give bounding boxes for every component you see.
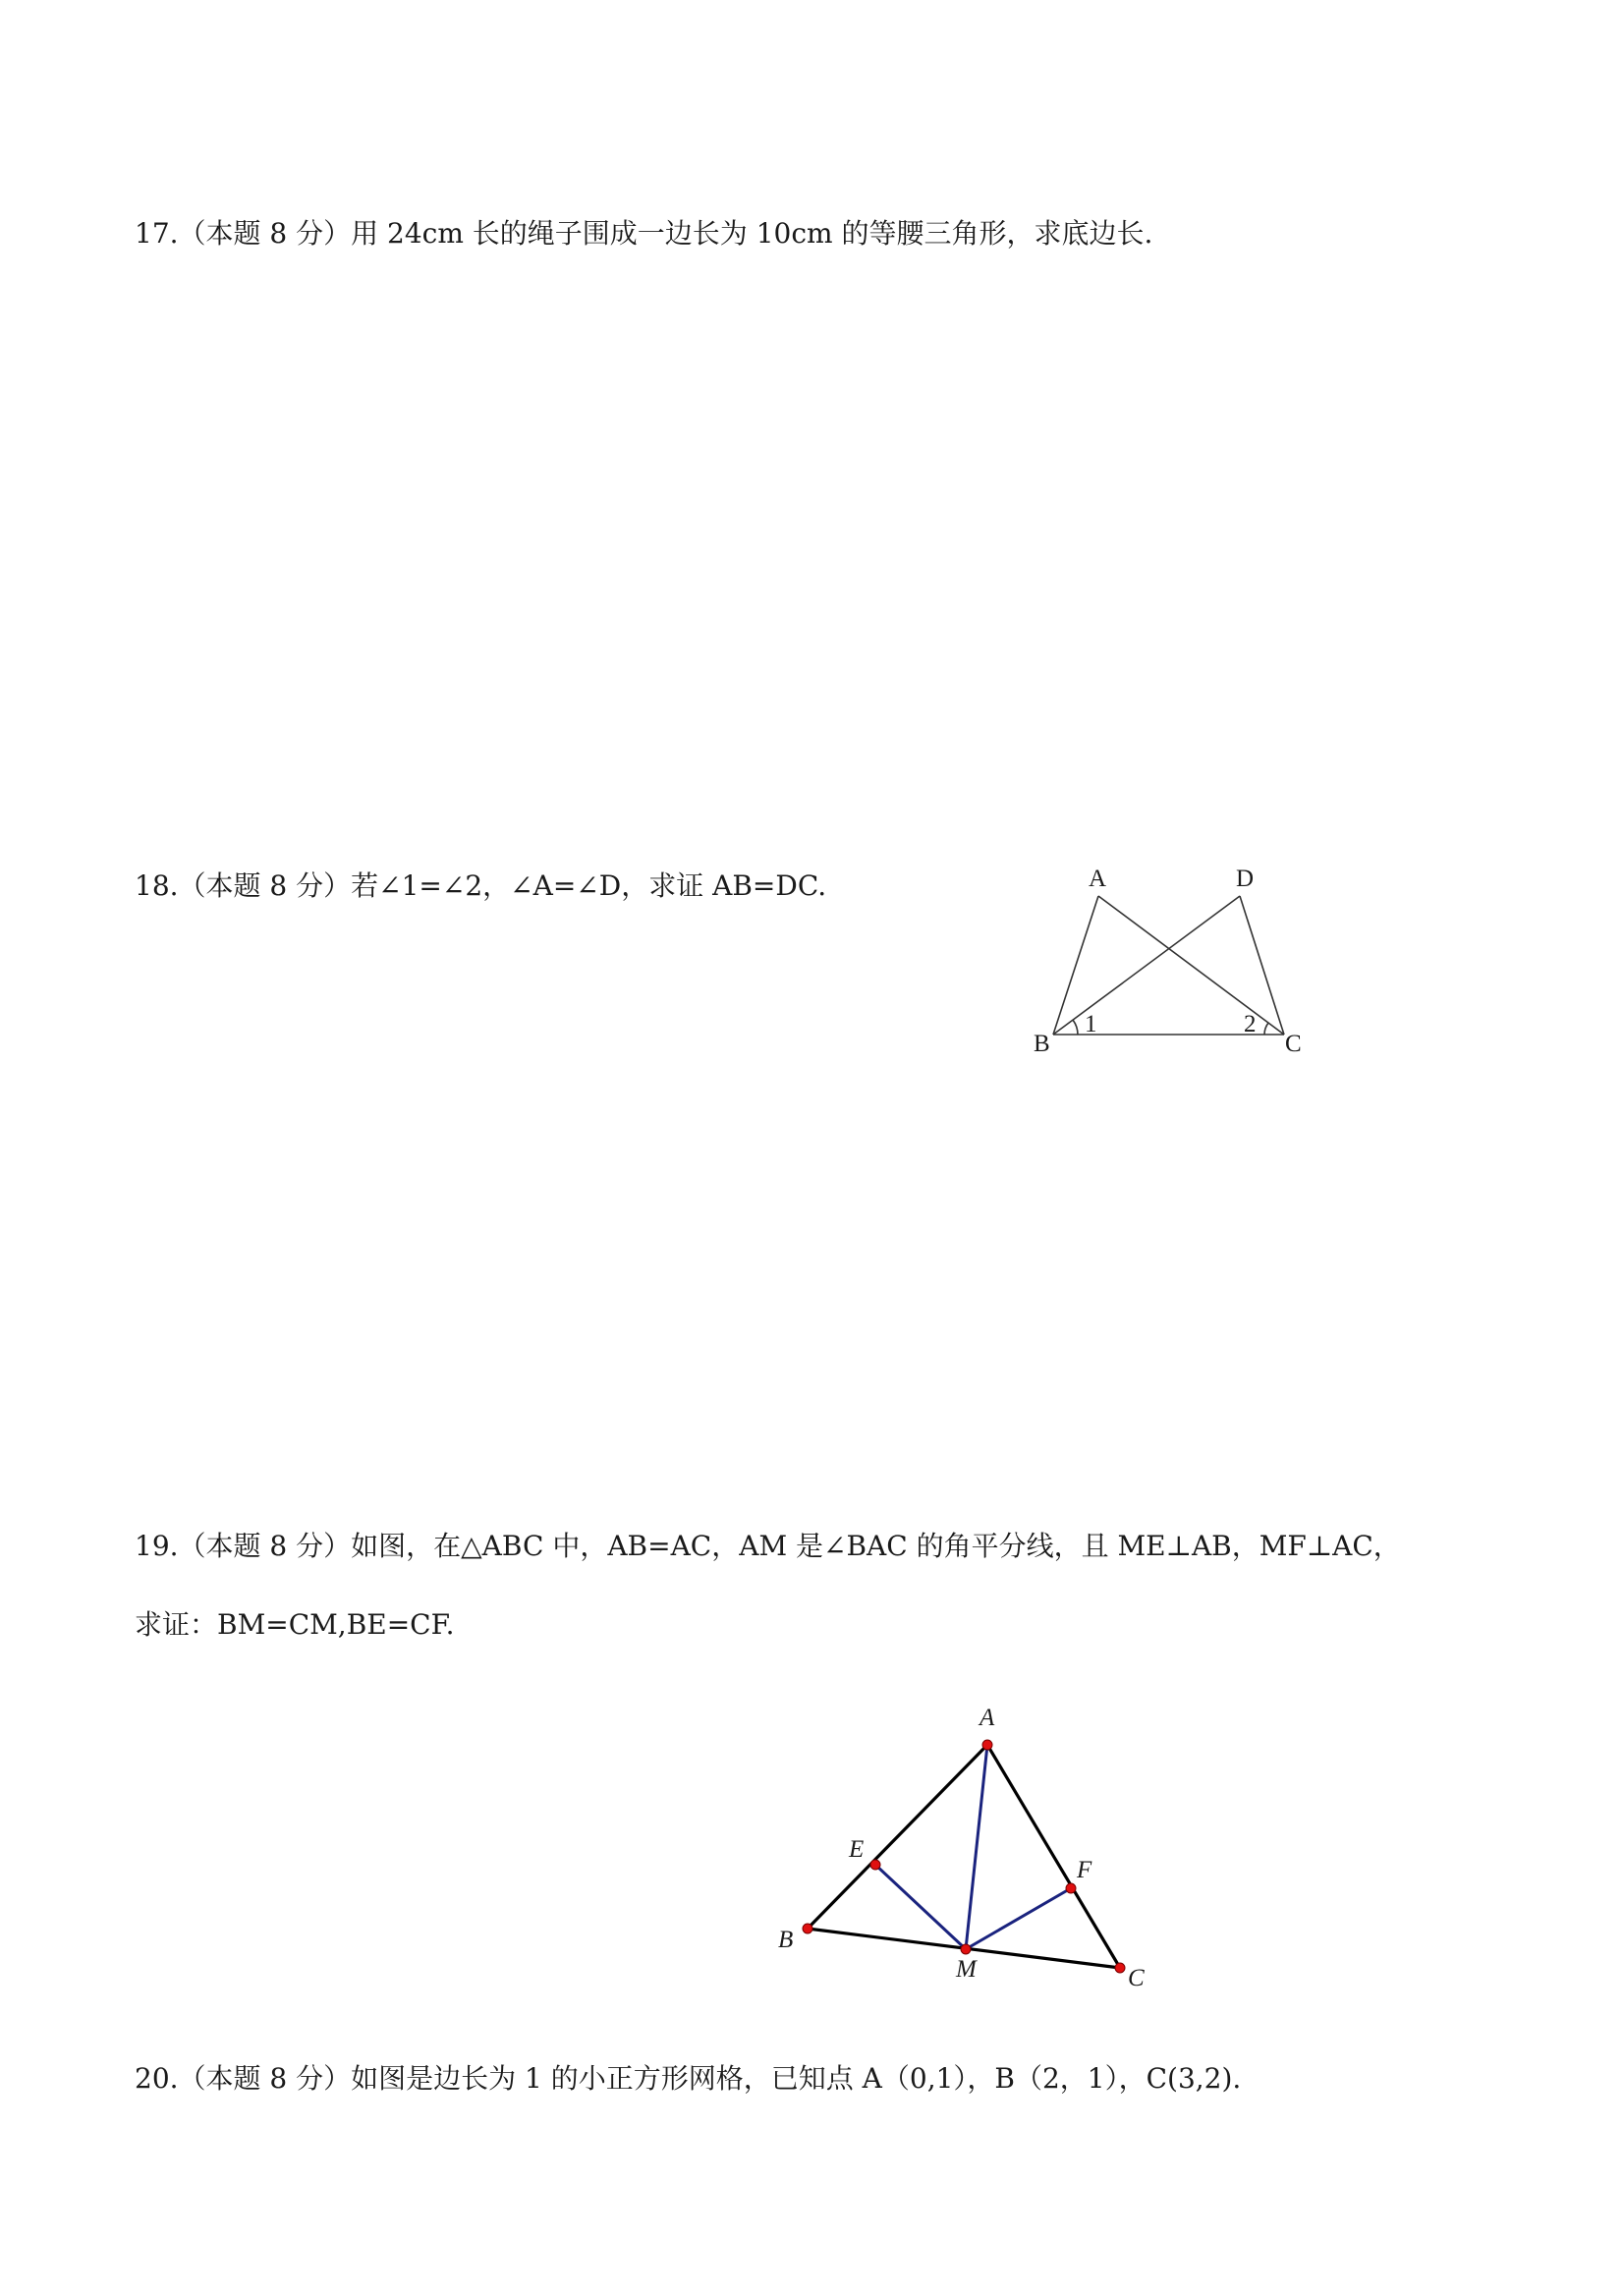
figure-18-diagram xyxy=(1022,855,1316,1061)
label-d: D xyxy=(1236,866,1255,892)
question-17: 17.（本题 8 分）用 24cm 长的绳子围成一边长为 10cm 的等腰三角形，求底边长. xyxy=(135,217,1153,250)
angle-2-arc xyxy=(1264,1023,1268,1035)
figure-19-diagram xyxy=(756,1700,1169,2004)
label-m: M xyxy=(956,1956,977,1983)
segment-am xyxy=(966,1745,987,1949)
segment-ab xyxy=(808,1745,987,1929)
label-c: C xyxy=(1285,1031,1302,1057)
label-angle-1: 1 xyxy=(1085,1011,1097,1037)
segment-ac xyxy=(987,1745,1120,1968)
label-b: B xyxy=(1034,1031,1050,1057)
segment-db xyxy=(1053,896,1240,1035)
label-a: A xyxy=(1089,866,1107,892)
label-f: F xyxy=(1077,1857,1092,1883)
question-18: 18.（本题 8 分）若∠1=∠2，∠A=∠D，求证 AB=DC. xyxy=(135,869,827,902)
segment-me xyxy=(875,1865,966,1949)
point-a xyxy=(982,1740,992,1750)
label-angle-2: 2 xyxy=(1244,1011,1257,1037)
point-f xyxy=(1066,1883,1076,1893)
question-19-line-1: 19.（本题 8 分）如图，在△ABC 中，AB=AC，AM 是∠BAC 的角平分线，且 ME⊥AB，MF⊥AC， xyxy=(135,1530,1401,1562)
label-b: B xyxy=(778,1927,794,1953)
segment-mf xyxy=(966,1888,1071,1949)
segment-ac xyxy=(1098,896,1284,1035)
label-c: C xyxy=(1128,1965,1145,1991)
question-20: 20.（本题 8 分）如图是边长为 1 的小正方形网格，已知点 A（0,1），B（2，1），C(3,2). xyxy=(135,2062,1242,2095)
point-e xyxy=(870,1860,880,1870)
label-e: E xyxy=(849,1836,865,1863)
point-b xyxy=(803,1924,812,1933)
point-m xyxy=(961,1944,971,1954)
question-19-line-2: 求证：BM=CM,BE=CF. xyxy=(135,1608,455,1641)
angle-1-arc xyxy=(1073,1020,1078,1035)
label-a: A xyxy=(979,1705,995,1731)
point-c xyxy=(1115,1963,1125,1973)
